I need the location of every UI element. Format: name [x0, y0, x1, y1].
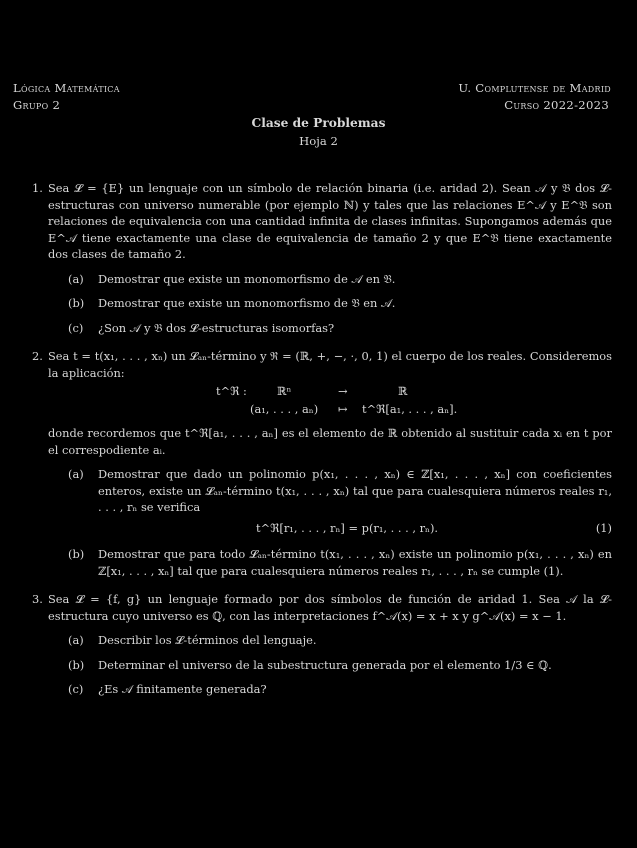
equation-body: t^ℜ[r₁, . . . , rₙ] = p(r₁, . . . , rₙ). [256, 520, 439, 535]
problem-note: donde recordemos que t^ℜ[a₁, . . . , aₙ] es el elemento de ℝ obtenido al sustituir cada xᵢ en t por el correspodiente aᵢ. [48, 426, 612, 457]
subproblem-text: Describir los 𝓛-términos del lenguaje. [98, 633, 317, 648]
subproblem-text: Demostrar que para todo 𝓛ₐₙ-término t(x₁, . . . , xₙ) existe un polinomio p(x₁, . . . , xₙ) en ℤ[x₁, . . . , xₙ] tal que para cualesquiera números reales r₁, . . . , rₙ se cumple (1). [98, 546, 612, 578]
subproblem-label: (a) [68, 271, 84, 286]
course-name: Lógica Matemática [13, 81, 120, 95]
equation-number: (1) [595, 520, 612, 535]
map-element: (a₁, . . . , aₙ) [250, 402, 319, 417]
subproblem-label: (b) [68, 296, 85, 311]
subproblem [48, 546, 612, 579]
university-name: U. Complutense de Madrid [458, 81, 611, 95]
problem-list [32, 180, 612, 710]
subproblem [48, 632, 612, 649]
subproblem-label: (c) [68, 320, 84, 335]
subproblem [48, 320, 612, 337]
subproblem [48, 657, 612, 674]
academic-year: Curso 2022-2023 [504, 98, 609, 112]
map-codomain: ℝ [398, 384, 408, 399]
subproblem-text: Demostrar que existe un monomorfismo de 𝔅 en 𝒜. [98, 296, 396, 311]
subproblem [48, 681, 612, 698]
mapsto-arrow: ↦ [338, 402, 348, 417]
subproblem-text: ¿Es 𝒜 finitamente generada? [98, 682, 267, 697]
problem-number: 1. [32, 181, 43, 195]
subproblem-text: Demostrar que dado un polinomio p(x₁, . . . , xₙ) ∈ ℤ[x₁, . . . , xₙ] con coeficientes enteros, existe un 𝓛ₐₙ-término t(x₁, . . . , xₙ) tal que para cualesquiera números reales r₁, . . . , rₙ se verifica [98, 467, 612, 515]
subproblem-text: ¿Son 𝒜 y 𝔅 dos 𝓛-estructuras isomorfas? [98, 320, 335, 335]
group-name: Grupo 2 [13, 98, 61, 112]
subproblem-text: Determinar el universo de la subestructura generada por el elemento 1/3 ∈ ℚ. [98, 657, 552, 672]
map-domain: ℝⁿ [277, 384, 292, 399]
problem-1 [32, 180, 612, 336]
map-function: t^ℜ : [216, 384, 247, 399]
subproblem-label: (b) [68, 657, 85, 672]
map-image: t^ℜ[a₁, . . . , aₙ]. [362, 402, 458, 417]
subproblem [48, 271, 612, 288]
subproblem-label: (c) [68, 682, 84, 697]
problem-statement: Sea 𝓛 = {f, g} un lenguaje formado por dos símbolos de función de aridad 1. Sea 𝒜 la 𝓛-estructura cuyo universo es ℚ, con las interpretaciones f^𝒜(x) = x + x y g^𝒜(x) = x − 1. [48, 592, 612, 623]
page-title: Clase de Problemas [251, 116, 386, 130]
problem-statement: Sea 𝓛 = {E} un lenguaje con un símbolo de relación binaria (i.e. aridad 2). Sean 𝒜 y 𝔅 dos 𝓛-estructuras con universo numerable (por ejemplo ℕ) y tales que las relaciones E^𝒜 y E^𝔅 son relaciones de equivalencia con una cantidad infinita de clases infinitas. Supongamos además que E^𝒜 tiene exactamente una clase de equivalencia de tamaño 2 y que E^𝔅 tiene exactamente dos clases de tamaño 2. [48, 181, 612, 262]
problem-3 [32, 591, 612, 698]
problem-number: 2. [32, 349, 43, 364]
problem-number: 3. [32, 592, 43, 607]
equation [98, 520, 612, 538]
subproblem-label: (b) [68, 546, 85, 561]
subproblem [48, 466, 612, 538]
map-definition [48, 383, 612, 419]
problem-2 [32, 348, 612, 579]
subproblem-text: Demostrar que existe un monomorfismo de 𝒜 en 𝔅. [98, 271, 396, 286]
subproblem-label: (a) [68, 467, 84, 482]
subproblem [48, 295, 612, 312]
problem-statement: Sea t = t(x₁, . . . , xₙ) un 𝓛ₐₙ-término y ℜ = (ℝ, +, −, ·, 0, 1) el cuerpo de los reales. Consideremos la aplicación: [48, 349, 612, 380]
sheet-number: Hoja 2 [299, 134, 338, 148]
subproblem-label: (a) [68, 633, 84, 648]
map-arrow: → [338, 384, 348, 399]
